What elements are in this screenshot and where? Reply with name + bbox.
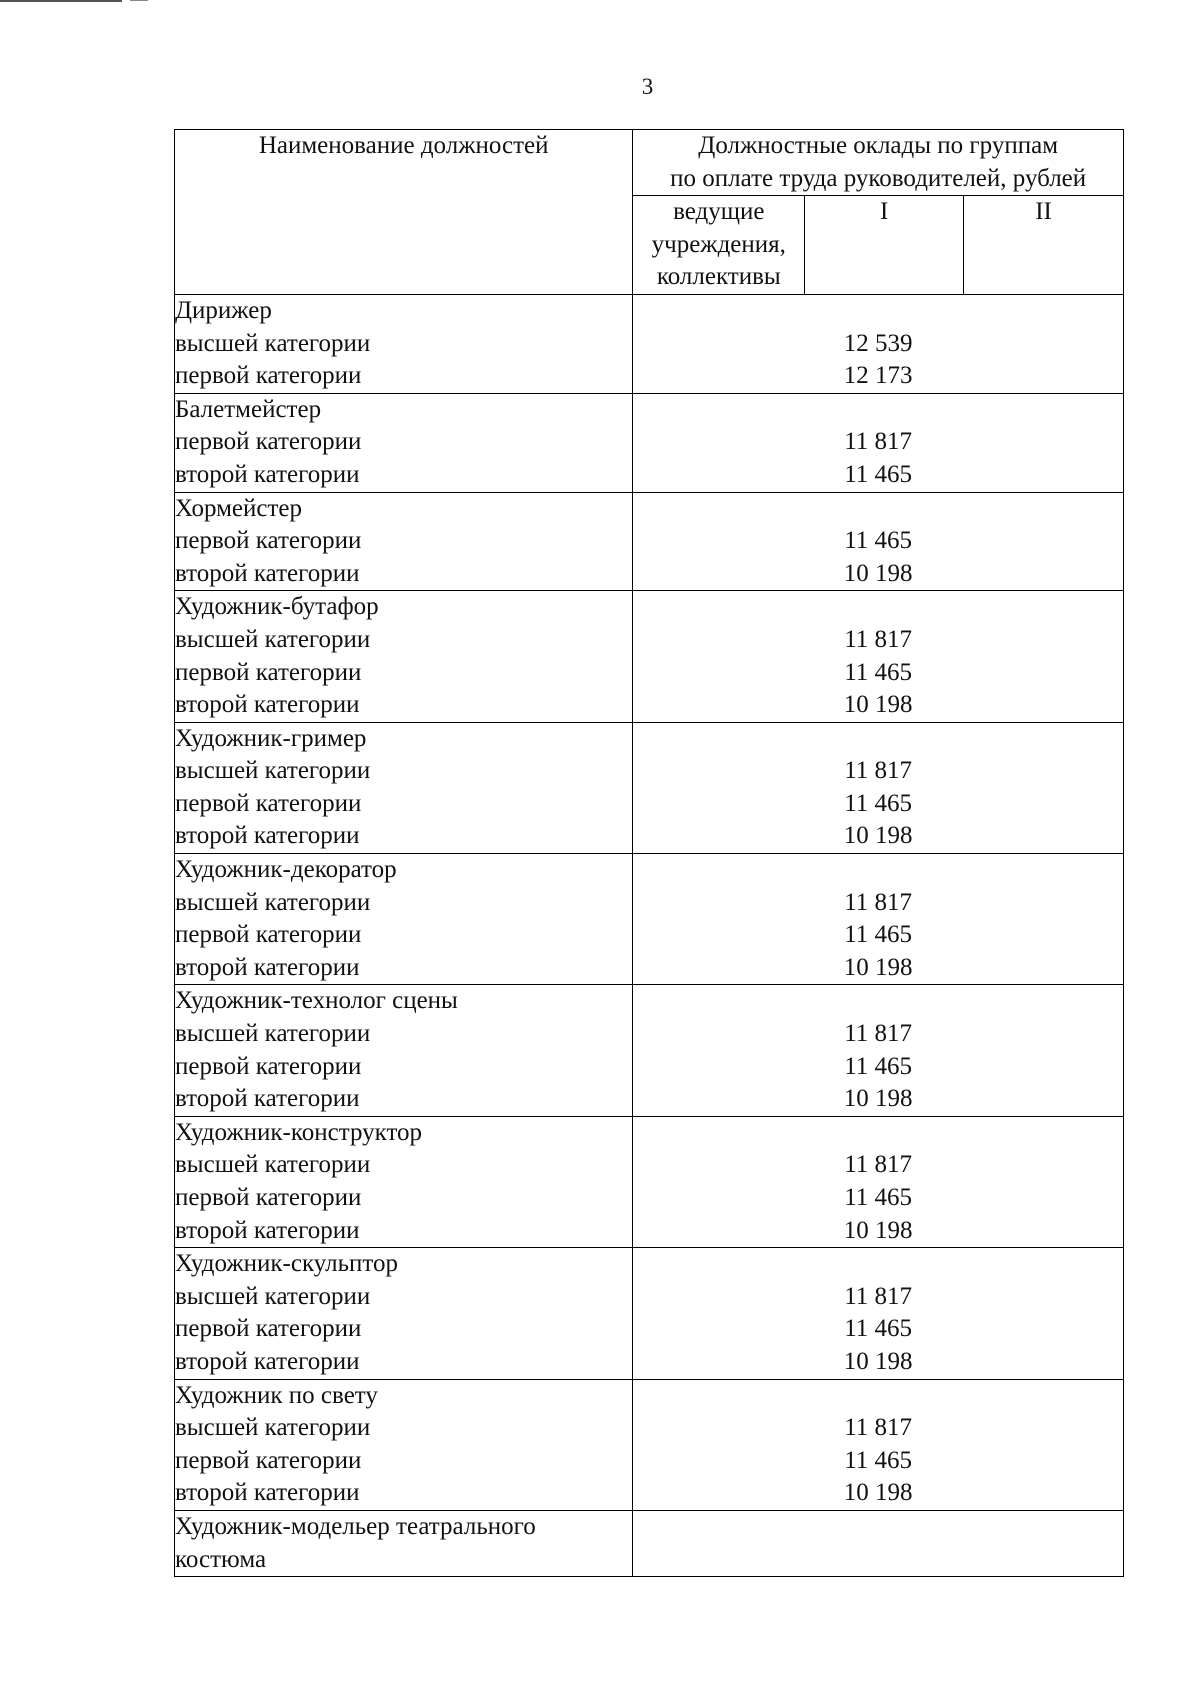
position-title: Хормейстер [175,494,303,522]
salary-value: 11 817 [844,1414,913,1442]
salary-value: 11 465 [844,1184,913,1211]
salary-values-cell [633,1379,1124,1510]
header-leading-line1: ведущие [673,198,765,226]
position-title: Художник-модельер театрального костюма [175,1512,536,1573]
salary-value: 10 198 [843,1347,913,1375]
salary-table [174,129,1124,1577]
salary-value: 11 465 [844,1446,913,1474]
header-position-name: Наименование должностей [175,130,633,295]
position-cell [175,393,633,492]
category-label: первой категории [175,527,362,555]
position-title: Художник-скульптор [175,1250,399,1278]
header-group-1: I [805,196,964,295]
category-label: первой категории [175,1184,362,1211]
category-label: первой категории [175,1446,362,1474]
salary-values-cell [633,1248,1124,1379]
position-cell [175,854,633,985]
category-label: второй категории [175,559,360,587]
salary-value: 11 465 [844,1052,913,1080]
salary-values-cell [633,492,1124,591]
position-cell [175,1510,633,1576]
category-label: высшей категории [175,329,371,357]
category-label: высшей категории [175,1414,371,1442]
table-row [175,722,1124,853]
position-cell [175,294,633,393]
salary-value: 10 198 [843,1085,913,1113]
salary-value: 10 198 [843,1479,913,1507]
table-row [175,393,1124,492]
salary-values-cell [633,1116,1124,1247]
salary-value: 11 817 [844,1282,913,1310]
salary-values-cell [633,722,1124,853]
position-title: Художник-конструктор [175,1118,423,1146]
scan-edge-mark [0,0,122,2]
position-cell [175,722,633,853]
category-label: первой категории [175,428,362,456]
table-row [175,854,1124,985]
salary-value: 10 198 [843,1216,913,1244]
position-title: Дирижер [175,296,272,324]
salary-value: 11 817 [844,757,913,785]
salary-value: 11 465 [844,1315,913,1343]
salary-value: 11 465 [844,789,913,817]
salary-value: 11 465 [844,921,913,949]
table-row [175,1379,1124,1510]
category-label: второй категории [175,1347,360,1375]
table-row [175,1116,1124,1247]
category-label: первой категории [175,921,362,949]
position-title: Художник-гример [175,724,367,752]
salary-value: 10 198 [843,953,913,981]
salary-value: 11 465 [844,527,913,555]
header-salary-groups-line2: по оплате труда руководителей, рублей [670,164,1087,192]
category-label: второй категории [175,1216,360,1244]
category-label: высшей категории [175,888,371,916]
position-title: Художник-декоратор [175,856,397,884]
category-label: высшей категории [175,1020,371,1048]
table-row [175,1510,1124,1576]
position-cell [175,1379,633,1510]
table-row [175,294,1124,393]
position-cell [175,492,633,591]
category-label: высшей категории [175,625,371,653]
position-cell [175,1116,633,1247]
salary-value: 11 817 [844,625,913,653]
category-label: высшей категории [175,1151,371,1179]
salary-value: 11 817 [844,1020,913,1048]
table-row [175,1248,1124,1379]
salary-value: 10 198 [843,691,913,719]
category-label: второй категории [175,1085,360,1113]
scan-edge-mark [130,0,148,1]
salary-value: 10 198 [843,822,913,850]
table-body [175,294,1124,1576]
salary-values-cell [633,1510,1124,1576]
header-leading-line3: коллективы [656,263,781,291]
salary-values-cell [633,591,1124,722]
table-row [175,492,1124,591]
position-title: Художник-технолог сцены [175,987,458,1015]
category-label: высшей категории [175,757,371,785]
category-label: первой категории [175,1315,362,1343]
table-row [175,591,1124,722]
category-label: второй категории [175,953,360,981]
salary-value: 12 539 [843,329,913,357]
table-row [175,985,1124,1116]
position-cell [175,985,633,1116]
category-label: второй категории [175,691,360,719]
header-leading-institutions [633,196,805,295]
category-label: первой категории [175,1052,362,1080]
position-cell [175,591,633,722]
header-salary-groups [633,130,1124,196]
header-group-2: II [964,196,1124,295]
category-label: второй категории [175,822,360,850]
salary-values-cell [633,985,1124,1116]
salary-value: 12 173 [843,362,913,390]
category-label: высшей категории [175,1282,371,1310]
position-title: Балетмейстер [175,395,322,423]
salary-values-cell [633,294,1124,393]
position-title: Художник по свету [175,1381,378,1409]
position-title: Художник-бутафор [175,593,379,621]
header-salary-groups-line1: Должностные оклады по группам [698,132,1059,159]
salary-value: 11 465 [844,460,913,488]
category-label: первой категории [175,789,362,817]
category-label: второй категории [175,1479,360,1507]
salary-value: 11 817 [844,428,913,456]
salary-value: 11 817 [844,1151,913,1179]
category-label: первой категории [175,658,362,686]
position-cell [175,1248,633,1379]
salary-values-cell [633,393,1124,492]
salary-values-cell [633,854,1124,985]
salary-value: 11 817 [844,888,913,916]
category-label: второй категории [175,460,360,488]
salary-value: 11 465 [844,658,913,686]
page-number: 3 [641,74,654,99]
header-leading-line2: учреждения, [651,230,786,258]
category-label: первой категории [175,362,362,390]
salary-value: 10 198 [843,559,913,587]
